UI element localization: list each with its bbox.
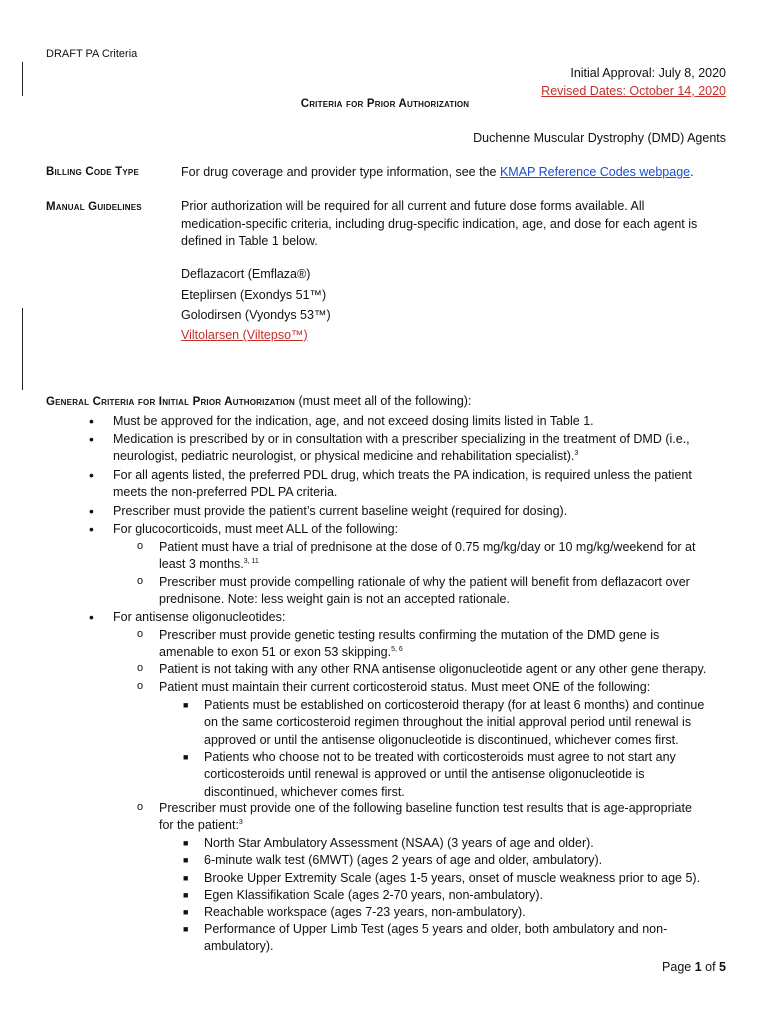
- line: meets the non-preferred PDL PA criteria.: [113, 485, 338, 500]
- line: Prescriber must provide compelling rationale of why the patient will benefit from deflazacort over: [159, 575, 690, 589]
- manual-guidelines-label: Manual Guidelines: [46, 201, 142, 213]
- drug-item: Eteplirsen (Exondys 51™): [181, 288, 327, 302]
- of-word: of: [701, 960, 720, 974]
- citation: 5, 6: [391, 646, 403, 654]
- criteria-subsubitem: [204, 749, 734, 801]
- circle-bullet-icon: o: [137, 662, 144, 674]
- criteria-subitem: [159, 539, 729, 574]
- general-criteria-heading: [46, 394, 471, 408]
- criteria-item: [113, 467, 733, 502]
- general-heading-suffix: (must meet all of the following):: [294, 394, 472, 408]
- square-bullet-icon: ■: [183, 838, 189, 848]
- manual-line: medication-specific criteria, including drug-specific indication, age, and dose for each agent is: [181, 216, 698, 231]
- bullet-icon: •: [89, 467, 94, 483]
- criteria-item: For glucocorticoids, must meet ALL of the following:: [113, 522, 399, 536]
- line: amenable to exon 51 or exon 53 skipping.: [159, 645, 392, 660]
- criteria-subitem: [159, 627, 729, 662]
- function-test-item: North Star Ambulatory Assessment (NSAA) (3 years of age and older).: [204, 836, 594, 850]
- function-test-item: 6-minute walk test (6MWT) (ages 2 years of age and older, ambulatory).: [204, 853, 603, 867]
- line: Patient must have a trial of prednisone at the dose of 0.75 mg/kg/day or 10 mg/kg/weekend for at: [159, 540, 696, 554]
- circle-bullet-icon: o: [137, 575, 144, 587]
- line: Prescriber must provide genetic testing results confirming the mutation of the DMD gene is: [159, 628, 660, 642]
- criteria-item: Prescriber must provide the patient’s current baseline weight (required for dosing).: [113, 504, 568, 518]
- criteria-subitem: Patient must maintain their current corticosteroid status. Must meet ONE of the following:: [159, 680, 651, 694]
- current-page: 1: [694, 960, 702, 974]
- citation: 3: [574, 450, 579, 458]
- citation: 3: [238, 819, 243, 827]
- line: on the same corticosteroid regimen throughout the initial approval period until renewal is: [204, 715, 692, 730]
- function-test-item: [204, 921, 734, 956]
- billing-code-label: Billing Code Type: [46, 166, 139, 178]
- square-bullet-icon: ■: [183, 855, 189, 865]
- circle-bullet-icon: o: [137, 540, 144, 552]
- line: least 3 months.: [159, 557, 244, 572]
- manual-line: defined in Table 1 below.: [181, 234, 318, 248]
- line: discontinued, whichever comes first.: [204, 784, 405, 799]
- criteria-subitem: Patient is not taking with any other RNA antisense oligonucleotide agent or any other gene therapy.: [159, 662, 707, 676]
- line: For all agents listed, the preferred PDL drug, which treats the PA indication, is required unless the patient: [113, 468, 692, 482]
- total-pages: 5: [719, 960, 726, 974]
- billing-text: For drug coverage and provider type information, see the: [181, 165, 500, 179]
- billing-text-end: .: [690, 165, 694, 179]
- square-bullet-icon: ■: [183, 907, 189, 917]
- line: neurologist, pediatric neurologist, or physical medicine and rehabilitation specialist).: [113, 449, 575, 464]
- bullet-icon: •: [89, 431, 94, 447]
- criteria-subitem: [159, 574, 729, 609]
- manual-guidelines-text: [181, 198, 721, 251]
- line: approved or until the antisense oligonucleotide is discontinued, whichever comes first.: [204, 732, 679, 747]
- criteria-subitem: [159, 800, 729, 835]
- line: corticosteroids until renewal is approved or until the antisense oligonucleotide is: [204, 767, 645, 782]
- drug-class-subtitle: Duchenne Muscular Dystrophy (DMD) Agents: [473, 131, 726, 145]
- page-number: [662, 960, 726, 974]
- drug-item: Golodirsen (Vyondys 53™): [181, 308, 331, 322]
- square-bullet-icon: ■: [183, 873, 189, 883]
- line: prednisone. Note: less weight gain is not an accepted rationale.: [159, 592, 510, 607]
- revised-dates: Revised Dates: October 14, 2020: [541, 84, 726, 98]
- drug-item-revised: Viltolarsen (Viltepso™): [181, 328, 308, 342]
- circle-bullet-icon: o: [137, 801, 144, 813]
- general-heading-label: General Criteria for Initial Prior Authorization: [46, 396, 295, 408]
- criteria-item: Must be approved for the indication, age, and not exceed dosing limits listed in Table 1.: [113, 414, 594, 428]
- billing-code-text: [181, 164, 721, 182]
- page-title: Criteria for Prior Authorization: [300, 98, 470, 110]
- line: Prescriber must provide one of the following baseline function test results that is age-appropriate: [159, 801, 692, 815]
- square-bullet-icon: ■: [183, 752, 189, 762]
- drug-item: Deflazacort (Emflaza®): [181, 267, 311, 281]
- criteria-item: For antisense oligonucleotides:: [113, 610, 286, 624]
- initial-approval: Initial Approval: July 8, 2020: [570, 66, 726, 80]
- page-word: Page: [662, 960, 695, 974]
- citation: 3, 11: [243, 558, 259, 566]
- line: Performance of Upper Limb Test (ages 5 years and older, both ambulatory and non-: [204, 922, 668, 936]
- function-test-item: Egen Klassifikation Scale (ages 2-70 years, non-ambulatory).: [204, 888, 544, 902]
- line: for the patient:: [159, 818, 239, 833]
- bullet-icon: •: [89, 521, 94, 537]
- line: Patients who choose not to be treated with corticosteroids must agree to not start any: [204, 750, 676, 764]
- line: Patients must be established on corticosteroid therapy (for at least 6 months) and continue: [204, 698, 705, 712]
- bullet-icon: •: [89, 413, 94, 429]
- circle-bullet-icon: o: [137, 628, 144, 640]
- draft-label: DRAFT PA Criteria: [46, 48, 138, 60]
- kmap-reference-link[interactable]: KMAP Reference Codes webpage: [499, 165, 691, 179]
- square-bullet-icon: ■: [183, 700, 189, 710]
- criteria-subsubitem: [204, 697, 734, 749]
- line: Medication is prescribed by or in consultation with a prescriber specializing in the treatment of DMD (i.e.,: [113, 432, 690, 446]
- change-bar: [22, 308, 23, 390]
- approval-block: [541, 64, 726, 100]
- manual-line: Prior authorization will be required for all current and future dose forms available. All: [181, 199, 645, 213]
- line: ambulatory).: [204, 939, 274, 954]
- change-bar: [22, 62, 23, 96]
- circle-bullet-icon: o: [137, 680, 144, 692]
- function-test-item: Reachable workspace (ages 7-23 years, non-ambulatory).: [204, 905, 526, 919]
- bullet-icon: •: [89, 503, 94, 519]
- square-bullet-icon: ■: [183, 890, 189, 900]
- function-test-item: Brooke Upper Extremity Scale (ages 1-5 years, onset of muscle weakness prior to age 5).: [204, 871, 701, 885]
- bullet-icon: •: [89, 609, 94, 625]
- criteria-item: [113, 431, 733, 466]
- square-bullet-icon: ■: [183, 924, 189, 934]
